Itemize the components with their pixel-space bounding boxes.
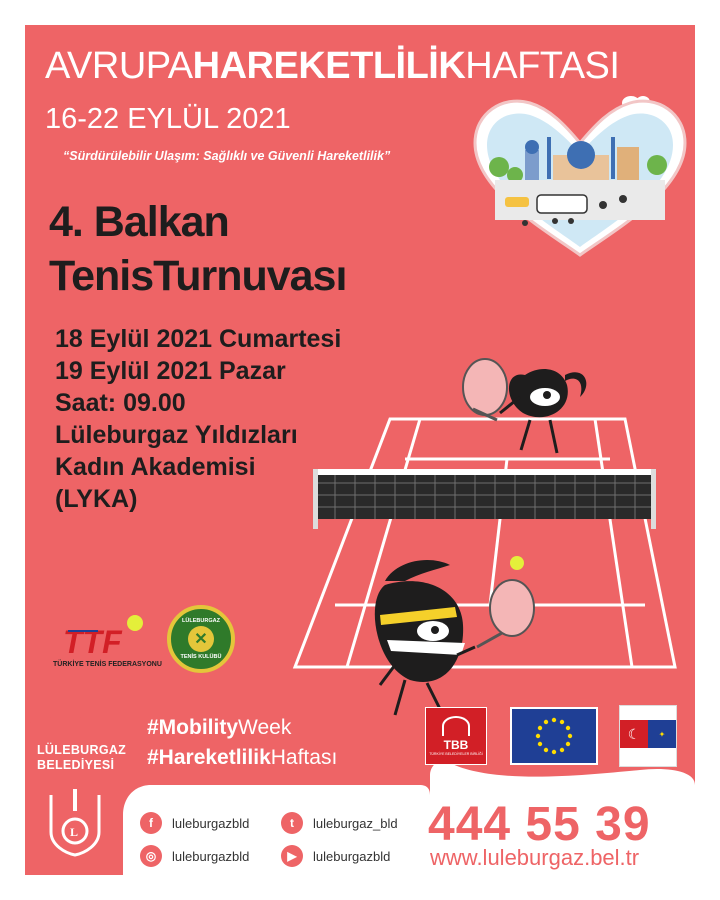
facebook-icon: f (140, 812, 162, 834)
eu-flag-logo (510, 707, 598, 765)
tenis-kulubu-bottom: TENİS KULÜBÜ (180, 654, 222, 660)
belediye-name (37, 743, 126, 773)
hashtag-hareketlilik-bold: #Hareketlilik (147, 746, 271, 769)
event-day2: 19 Eylül 2021 Pazar (55, 357, 286, 385)
tbb-logo (425, 707, 487, 765)
event-venue-line1: Lüleburgaz Yıldızları (55, 421, 298, 449)
hashtag-mobility-light: Week (238, 716, 292, 739)
social-youtube[interactable] (281, 845, 390, 867)
hashtag-hareketlilik-light: Haftası (270, 746, 338, 769)
eu-small-flag-icon: ✦ (648, 720, 676, 748)
instagram-handle: luleburgazbld (172, 848, 250, 864)
belediye-name-line2: BELEDİYESİ (37, 758, 115, 772)
phone-number[interactable]: 444 55 39 (428, 798, 651, 851)
youtube-icon: ▶ (281, 845, 303, 867)
social-facebook[interactable] (140, 812, 249, 834)
svg-text:L: L (70, 825, 79, 839)
event-title-line1: 4. Balkan (49, 198, 229, 246)
belediye-emblem-icon (47, 787, 103, 857)
title-part-haftasi: HAFTASI (465, 45, 620, 87)
tennis-net (313, 469, 656, 529)
social-instagram[interactable] (140, 845, 249, 867)
tenis-kulubu-top: LÜLEBURGAZ (182, 618, 220, 624)
facebook-handle: luleburgazbld (172, 815, 250, 831)
tenis-federasyonu-logo (53, 613, 162, 673)
racket-cross-icon: ✕ (188, 626, 214, 652)
poster (25, 25, 695, 875)
event-title-line2: TenisTurnuvası (49, 252, 347, 300)
campaign-slogan: “Sürdürülebilir Ulaşım: Sağlıklı ve Güvenli Hareketlilik” (63, 149, 391, 163)
belediye-name-line1: LÜLEBURGAZ (37, 743, 127, 757)
tennis-court (295, 419, 675, 667)
title-part-hareketlilik: HAREKETLİLİK (192, 45, 466, 87)
event-time: Saat: 09.00 (55, 389, 186, 417)
eu-stars-icon (512, 709, 596, 763)
twitter-handle: luleburgaz_bld (313, 815, 398, 831)
hashtag-hareketlilik-haftasi (147, 743, 337, 773)
globe-icon (442, 716, 470, 736)
campaign-dates: 16-22 EYLÜL 2021 (45, 103, 291, 135)
event-day1: 18 Eylül 2021 Cumartesi (55, 325, 342, 353)
website-link[interactable]: www.luleburgaz.bel.tr (430, 845, 640, 870)
tenis-kulubu-logo (167, 605, 235, 673)
tbb-sublabel: TÜRKİYE BELEDİYELER BİRLİĞİ (429, 752, 483, 756)
heart-city-illustration (475, 101, 685, 255)
turkey-eu-header (620, 706, 676, 720)
turkey-eu-logo (619, 705, 677, 767)
hashtag-mobility-week (147, 713, 337, 743)
turkey-flag-icon: ☾ (620, 720, 648, 748)
twitter-icon: t (281, 812, 303, 834)
tennis-player-boy (375, 556, 534, 715)
tenis-federasyonu-label: TÜRKİYE TENİS FEDERASYONU (53, 661, 162, 668)
youtube-handle: luleburgazbld (313, 848, 391, 864)
event-venue-line2: Kadın Akademisi (55, 453, 256, 481)
title-part-avrupa: AVRUPA (45, 45, 193, 87)
svg-text:TTF: TTF (63, 624, 122, 660)
instagram-icon: ◎ (140, 845, 162, 867)
tennis-player-girl (463, 359, 586, 453)
event-venue-line3: (LYKA) (55, 485, 138, 513)
hashtags (147, 713, 337, 773)
hashtag-mobility-bold: #Mobility (147, 716, 239, 739)
social-twitter[interactable] (281, 812, 398, 834)
tbb-label: TBB (443, 738, 469, 752)
